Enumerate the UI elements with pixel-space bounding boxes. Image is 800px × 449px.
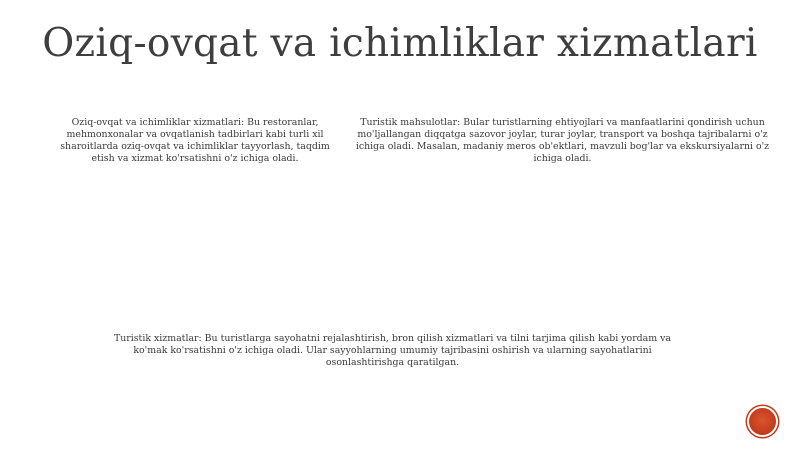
text-block-tourist-products: Turistik mahsulotlar: Bular turistlarning ehtiyojlari va manfaatlarini qondirish uchun mo'ljallangan diqqatga sazovor joylar, turar joylar, transport va boshqa tajribalarni o'z ichiga oladi. Masalan, madaniy meros ob'ektlari, mavzuli bog'lar va ekskursiyalarni o'z ichiga oladi. [355,117,770,164]
next-slide-button[interactable] [749,408,776,435]
slide-title: Oziq-ovqat va ichimliklar xizmatlari [42,21,758,66]
text-block-food-services: Oziq-ovqat va ichimliklar xizmatlari: Bu restoranlar, mehmonxonalar va ovqatlanish tadbirlari kabi turli xil sharoitlarda oziq-ovqat va ichimliklar tayyorlash, taqdim etish va xizmat ko'rsatishni o'z ichiga oladi. [60,117,330,164]
text-block-tourist-services: Turistik xizmatlar: Bu turistlarga sayohatni rejalashtirish, bron qilish xizmatlari va tilni tarjima qilish kabi yordam va ko'mak ko'rsatishni o'z ichiga oladi. Ular sayyohlarning umumiy tajribasini oshirish va ularning sayohatlarini osonlashtirishga qaratilgan. [113,333,672,368]
